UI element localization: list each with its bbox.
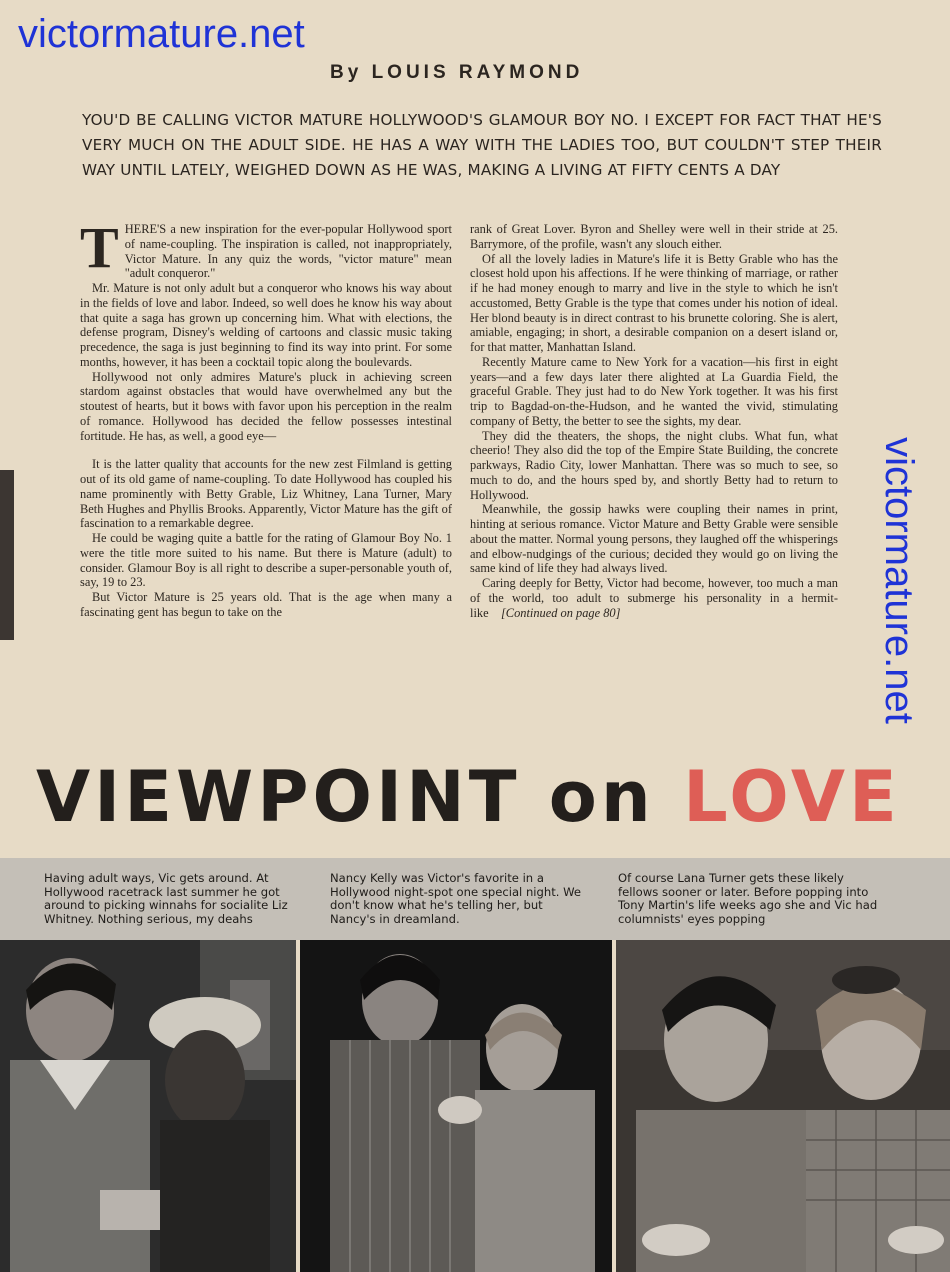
- drop-cap: T: [80, 215, 119, 280]
- photo-racetrack: [0, 940, 296, 1272]
- paragraph: They did the theaters, the shops, the night clubs. What fun, what cheerio! They also did the top of the Empire State Building, the concrete parkways, Radio City, lower Manhattan. There was so much to see, so much to do, and the hours sped by, and shortly Betty had to return to Hollywood.: [470, 428, 838, 502]
- adjacent-page-edge: [0, 470, 14, 640]
- photo-lana-turner: [616, 940, 950, 1272]
- paragraph-last: [470, 576, 838, 620]
- photo-nightspot: [300, 940, 612, 1272]
- watermark-side: [876, 410, 921, 750]
- caption-1: Having adult ways, Vic gets around. At Hollywood racetrack last summer he got around to picking winnahs for socialite Liz Whitney. Nothing serious, my deahs: [44, 871, 288, 926]
- paragraph: Hollywood not only admires Mature's pluck in achieving screen stardom against obstacles that would have overwhelmed any but the stoutest of hearts, but it bows with favor upon his perception in the realm of romance. Hollywood has decided the fellow possesses intestinal fortitude. He has, as well, a good eye—: [80, 369, 452, 443]
- article-column-left: [80, 215, 452, 620]
- headline-accent: LOVE: [683, 756, 901, 838]
- continued-note: [Continued on page 80]: [500, 605, 621, 620]
- watermark-top: victormature.net: [18, 12, 305, 56]
- paragraph: Recently Mature came to New York for a vacation—his first in eight years—and a few days later there alighted at La Guardia Field, the graceful Grable. They just had to do New York together. It was his first trip to Bagdad-on-the-Hudson, and he wanted the vivid, stimulating company of Betty, the better to see the sights, my dear.: [470, 354, 838, 428]
- headline: [36, 752, 901, 842]
- paragraph-last-text: Caring deeply for Betty, Victor had become, however, too much a man of the world, too adult to submerge his personality in a hermit-like: [470, 576, 838, 620]
- paragraph: But Victor Mature is 25 years old. That is the age when many a fascinating gent has begun to take on the: [80, 590, 452, 619]
- caption-3: Of course Lana Turner gets these likely fellows sooner or later. Before popping into Tony Martin's life weeks ago she and Vic had columnists' eyes popping: [618, 871, 878, 926]
- paragraph: rank of Great Lover. Byron and Shelley were well in their stride at 25. Barrymore, of the profile, wasn't any slouch either.: [470, 222, 838, 251]
- paragraph: It is the latter quality that accounts for the new zest Filmland is getting out of its old game of name-coupling. To date Hollywood has coupled his name prominently with Betty Grable, Liz Whitney, Lana Turner, Mary Beth Hughes and Phyllis Brooks. Apparently, Victor Mature has the gift of fascination to a remarkable degree.: [80, 457, 452, 531]
- paragraph: Mr. Mature is not only adult but a conqueror who knows his way about in the fields of love and labor. Indeed, so well does he know his way about that quite a saga has grown up concerning him. What with elections, the defense program, Disney's welding of cartoons and classic music taking precedence, the saga is just beginning to find its way into print. For some months, however, it has been a cocktail topic along the boulevards.: [80, 281, 452, 369]
- paragraph: Of all the lovely ladies in Mature's life it is Betty Grable who has the closest hold upon his affections. If he were thinking of marriage, or rather if he had money enough to marry and live in the style to which he isn't accustomed, Betty Grable is the type that comes under his notion of ideal. Her blond beauty is in direct contrast to his brunette coloring. She is alert, amiable, engaging; in short, a desirable companion on a desert island or, for that matter, Manhattan Island.: [470, 251, 838, 354]
- article-column-right: [470, 222, 838, 620]
- byline: By LOUIS RAYMOND: [330, 62, 584, 83]
- headline-main: VIEWPOINT on: [36, 756, 684, 838]
- paragraph: HERE'S a new inspiration for the ever-popular Hollywood sport of name-coupling. The inspiration is called, not inappropriately, Victor Mature. In any quiz the words, "victor mature" mean "adult conqueror.": [124, 222, 452, 281]
- paragraph: Meanwhile, the gossip hawks were coupling their names in print, hinting at serious romance. Victor Mature and Betty Grable were sensible about the matter. Normal young persons, they laughed off the whisperings and elbow-nudgings of the curious; decided they would go on living the same kind of life they had always lived.: [470, 502, 838, 576]
- paragraph: He could be waging quite a battle for the rating of Glamour Boy No. 1 were the title more suited to his name. But there is Mature (adult) to consider. Glamour Boy is all right to describe a super-personable youth of, say, 19 to 23.: [80, 531, 452, 590]
- intro-blurb: YOU'D BE CALLING VICTOR MATURE HOLLYWOOD'S GLAMOUR BOY NO. I EXCEPT FOR FACT THAT HE'S VERY MUCH ON THE ADULT SIDE. HE HAS A WAY WITH THE LADIES TOO, BUT COULDN'T STEP THEIR WAY UNTIL LATELY, WEIGHED DOWN AS HE WAS, MAKING A LIVING AT FIFTY CENTS A DAY: [82, 111, 882, 179]
- caption-2: Nancy Kelly was Victor's favorite in a Hollywood night-spot one special night. We don't know what he's telling her, but Nancy's in dreamland.: [330, 871, 582, 926]
- watermark-side-text: victormature.net: [876, 436, 921, 724]
